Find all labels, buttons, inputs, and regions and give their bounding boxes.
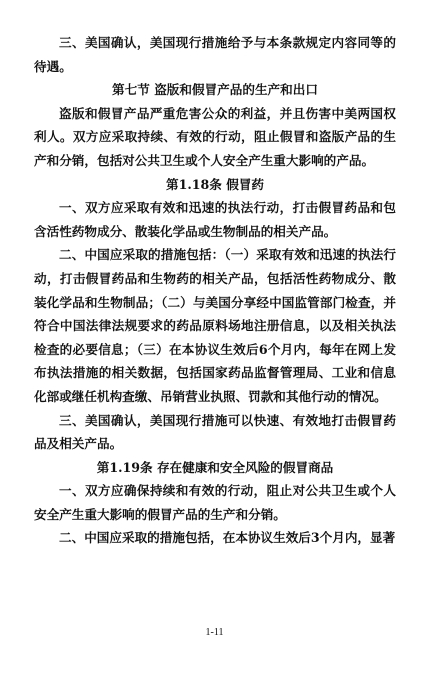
page-content [34,31,396,550]
paragraph-article-1-18-item-2: 二、中国应采取的措施包括：（一）采取有效和迅速的执法行动，打击假冒药品和生物药的相关产品，包括活性药物成分、散装化学品和生物制品；（二）与美国分享经中国监管部门检查，并符合中国法律法规要求的药品原料场地注册信息，以及相关执法检查的必要信息；（三）在本协议生效后6个月内，每年在网上发布执法措施的相关数据，包括国家药品监督管理局、工业和信息化部或继任机构查缴、吊销营业执照、罚款和其他行动的情况。 [34,247,396,404]
article-1-19-heading: 第1.19条 存在健康和安全风险的假冒商品 [96,459,334,475]
paragraph-article-1-18-item-3: 三、美国确认，美国现行措施可以快速、有效地打击假冒药品及相关产品。 [34,412,396,452]
paragraph-us-confirmation-equal-treatment: 三、美国确认，美国现行措施给予与本条款规定内容同等的待遇。 [34,35,396,74]
paragraph-article-1-19-item-2: 二、中国应采取的措施包括，在本协议生效后3个月内，显著 [59,530,396,546]
paragraph-article-1-18-item-1: 一、双方应采取有效和迅速的执法行动，打击假冒药品和包含活性药物成分、散装化学品或生物制品的相关产品。 [34,200,396,239]
paragraph-piracy-counterfeit-intro: 盗版和假冒产品严重危害公众的利益，并且伤害中美两国权利人。双方应采取持续、有效的行动，阻止假冒和盗版产品的生产和分销，包括对公共卫生或个人安全产生重大影响的产品。 [34,105,396,168]
paragraph-article-1-19-item-1: 一、双方应确保持续和有效的行动，阻止对公共卫生或个人安全产生重大影响的假冒产品的生产和分销。 [34,483,396,522]
article-1-18-heading: 第1.18条 假冒药 [165,176,265,192]
page-number: 1-11 [205,627,224,638]
section-seven-heading: 第七节 盗版和假冒产品的生产和出口 [112,82,318,98]
